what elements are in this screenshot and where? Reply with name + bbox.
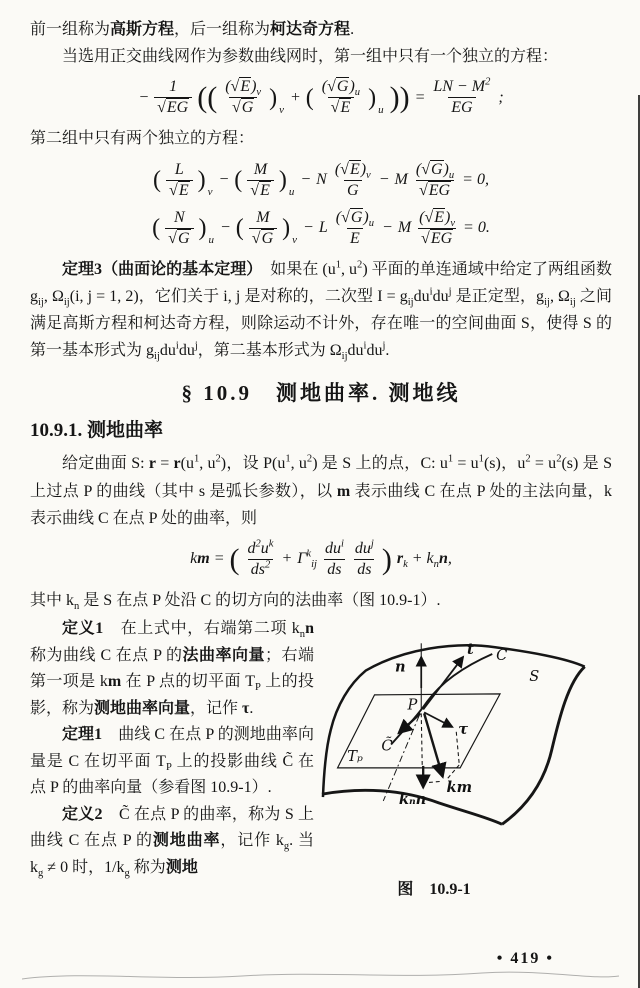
math-token: km = [190, 550, 225, 568]
math-token: ( [305, 84, 314, 111]
math-token: v [292, 234, 298, 247]
figure-10-9-1 [320, 618, 612, 940]
math-token: M [256, 208, 270, 226]
math-token: + [290, 88, 301, 106]
page-number: • 419 • [496, 950, 554, 967]
paragraph-gauss-codazzi-names: 前一组称为高斯方程，后一组称为柯达奇方程. [30, 21, 355, 38]
label-tau: τ [458, 720, 469, 738]
dash-dot-construction-line [383, 715, 419, 801]
math-token: ) [198, 215, 207, 242]
math-token: √G [249, 228, 277, 249]
paragraph-theorem-1: 定理1 曲线 C 在点 P 的测地曲率向量是 C 在切平面 $T_P$ 上的投影曲线 C̃ 在点 P 的曲率向量（参看图 10.9-1）. [30, 726, 314, 797]
paragraph-normal-curvature-note: 其中 $k_n$ 是 S 在点 P 处沿 C 的切方向的法曲率（图 10.9-1）. [30, 591, 441, 613]
math-token: + [281, 550, 293, 568]
math-token: EG [448, 97, 475, 118]
math-token: v [279, 104, 284, 116]
fraction [319, 77, 363, 118]
math-token: M [397, 219, 412, 237]
math-token: ( [152, 215, 161, 242]
math-token: √G [229, 97, 257, 118]
curve-C [391, 654, 492, 744]
math-token: L [174, 160, 184, 178]
math-token: = 0. [463, 219, 490, 237]
math-token: $d^2u^k$ [247, 538, 274, 557]
math-token: − [138, 88, 150, 106]
label-TP: Tₚ [347, 748, 363, 766]
math-token: )) [389, 81, 410, 115]
math-token: E [347, 228, 363, 249]
math-token: $(√G)_u$ [415, 160, 455, 181]
fraction [247, 160, 274, 201]
math-token: L [318, 219, 328, 237]
figure-caption: 图 10.9-1 [397, 881, 471, 899]
math-token: = 0, [462, 171, 489, 189]
math-token: − [300, 171, 312, 189]
math-token: √E [166, 180, 193, 201]
scan-curl-artifact [22, 968, 620, 984]
math-token: M [394, 171, 408, 189]
math-token: ds [354, 559, 374, 580]
equation-codazzi-2 [30, 208, 612, 249]
math-token: $du^j$ [354, 538, 374, 557]
fraction [322, 539, 347, 580]
math-token: √G [165, 228, 193, 249]
fraction [413, 160, 457, 201]
fraction [222, 77, 264, 118]
projection-dashed-lines [429, 732, 459, 783]
fraction [249, 208, 277, 249]
math-token: − [303, 219, 314, 237]
label-knn: kₙn [398, 790, 427, 808]
math-token: − [382, 219, 393, 237]
paragraph-orthogonal-net: 当选用正交曲线网作为参数曲线网时，第一组中只有一个独立的方程： [62, 48, 559, 66]
surface-right-edge [502, 667, 585, 825]
math-token: √E [328, 97, 355, 118]
math-token: 1 [169, 78, 178, 96]
paragraph-definition-2: 定义2 C̃ 在点 P 的曲率，称为 S 上曲线 C 在点 P 的测地曲率，记作 $k_g$. 当 $k_g \ne 0$ 时，$1/k_g$ 称为测地 [30, 805, 314, 880]
fraction [332, 160, 374, 201]
paragraph-second-group: 第二组中只有两个独立的方程： [30, 130, 255, 148]
two-column-area [30, 616, 612, 940]
math-token: M [253, 160, 268, 178]
math-token: u [288, 186, 295, 199]
fraction [333, 208, 377, 249]
math-token: √EG [416, 180, 454, 201]
paragraph-surface-setup: 给定曲面 S: $r = r(u^1$, $u^2$)，设 $P(u^1$, $u^2$) 是 S 上的点，C: $u^1 = u^1(s)$，$u^2 = u^2(s)$ 是 S 上过点 P 的曲线（其中 s 是弧长参数），以 m 表示曲线 C 在点 P 处的主法向量，k 表示曲线 C 在点 P 处的曲率，则 [30, 453, 613, 527]
math-token: ) [278, 167, 287, 194]
paragraph-definition-1: 定义1 在上式中，右端第二项 $k_nn$ 称为曲线 C 在点 P 的法曲率向量；右端第一项是 km 在 P 点的切平面 $T_P$ 上的投影，称为测地曲率向量，记作 τ. [30, 620, 314, 717]
math-token: ( [234, 167, 243, 194]
subsection-title: 10.9.1. 测地曲率 [30, 420, 164, 442]
math-token: $r_k + k_nn$, [396, 550, 452, 571]
paragraph-theorem-3: 定理3（曲面论的基本定理） 如果在 ($u^1$, $u^2$) 平面的单连通域中给定了两组函数 $g_{ij}$, $\Omega_{ij}(i$, j = 1, 2)，它们关于 i, j 是对称的，二次型 $I = g_{ij}du^idu^j$ 是正定型，$g_{ij}$, $\Omega_{ij}$ 之间满足高斯方程和柯达奇方程，则除运动不计外，存在唯一的空间曲面 S，使得 S 的第一基本形式为 $g_{ij}du^idu^j$，第二基本形式为 $\Omega_{ij}du^idu^j$. [30, 259, 612, 363]
math-token: ds [324, 559, 344, 580]
math-token: $(√G)_u$ [321, 78, 361, 99]
label-C: C [496, 646, 508, 664]
fraction [352, 539, 377, 580]
math-token: − [218, 171, 230, 189]
math-token: ) [197, 167, 206, 194]
equation-codazzi-1 [30, 160, 612, 201]
math-token: $du^i$ [324, 538, 344, 557]
fraction [154, 77, 192, 118]
math-token: N [173, 208, 185, 226]
math-token: (( [197, 81, 218, 115]
math-token: $(√E)_v$ [225, 78, 262, 99]
math-token: u [208, 234, 214, 247]
math-token: ) [381, 542, 392, 576]
math-token: ( [235, 215, 244, 242]
math-token: G [344, 180, 362, 201]
fraction [430, 77, 493, 118]
math-token: √EG [418, 228, 456, 249]
math-token: v [207, 186, 213, 199]
math-token: LN − $M^2$ [433, 77, 491, 96]
fraction [245, 539, 277, 580]
math-token: ) [282, 215, 291, 242]
math-token: $ds^2$ [248, 559, 274, 580]
fraction [165, 208, 193, 249]
math-token: $(√E)_v$ [419, 208, 456, 229]
label-C-tilde: C̃ [381, 737, 393, 755]
math-token: $(√G)_u$ [335, 208, 375, 229]
equation-gauss [30, 77, 612, 118]
math-token: √E [247, 180, 274, 201]
math-token: ; [498, 88, 504, 106]
math-token: N [316, 171, 327, 189]
math-token: u [378, 104, 384, 116]
label-S: S [529, 668, 540, 686]
label-km: km [446, 779, 473, 797]
math-token: $(√E)_v$ [334, 160, 371, 181]
fraction [416, 208, 458, 249]
section-title: § 10.9 测地曲率. 测地线 [181, 381, 461, 406]
math-token: = [414, 88, 426, 106]
vector-km-arrow [424, 713, 442, 776]
label-t: t [466, 641, 474, 659]
math-token: − [220, 219, 231, 237]
math-token: ) [368, 84, 377, 111]
math-token: $\Gamma^k_{ij}$ [297, 549, 317, 571]
equation-km [30, 539, 612, 580]
curve-C-projected-arrow [399, 713, 420, 732]
math-token: − [378, 171, 390, 189]
math-token: ) [269, 84, 278, 111]
hidden-normal-dashed [421, 713, 422, 765]
math-token: ( [229, 542, 240, 576]
label-n: n [395, 658, 406, 676]
fraction [166, 160, 193, 201]
geodesic-curvature-diagram [320, 618, 612, 871]
math-token: √EG [154, 97, 192, 118]
math-token: ( [153, 167, 162, 194]
label-P: P [407, 696, 418, 714]
